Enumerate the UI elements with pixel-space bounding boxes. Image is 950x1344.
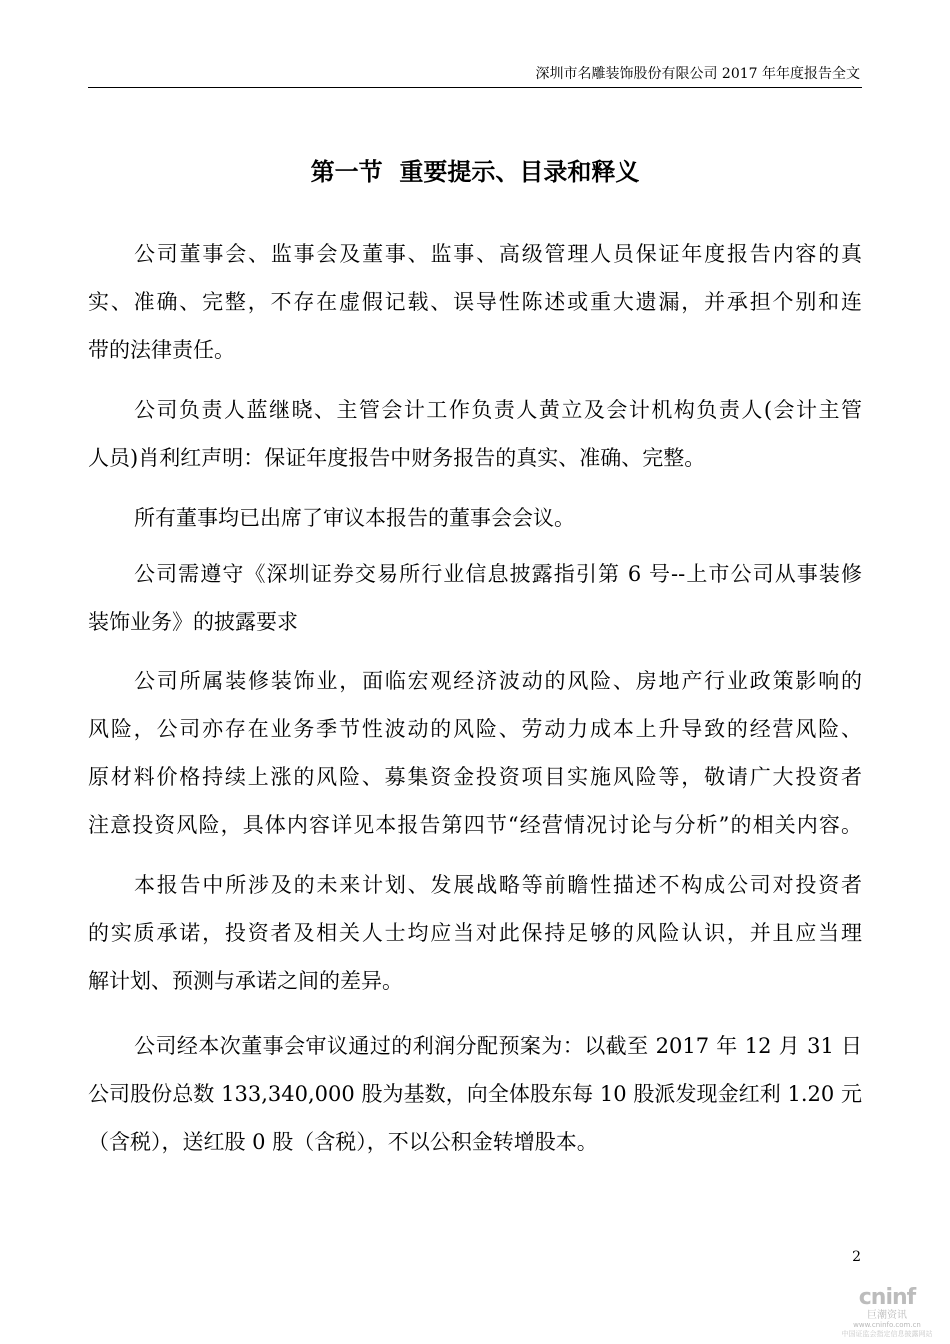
paragraph-line: 公司需遵守《深圳证券交易所行业信息披露指引第 6 号--上市公司从事装修 bbox=[134, 562, 862, 586]
paragraph-line: 风险，公司亦存在业务季节性波动的风险、劳动力成本上升导致的经营风险、 bbox=[88, 717, 862, 741]
paragraph-line: 实、准确、完整，不存在虚假记载、误导性陈述或重大遗漏，并承担个别和连 bbox=[88, 290, 862, 314]
paragraph-forward-looking bbox=[88, 867, 862, 1000]
paragraph-line: 的实质承诺，投资者及相关人士均应当对此保持足够的风险认识，并且应当理 bbox=[88, 921, 862, 945]
page-number: 2 bbox=[852, 1249, 861, 1265]
paragraph-line: 所有董事均已出席了审议本报告的董事会会议。 bbox=[134, 506, 575, 530]
paragraph-officer-declaration bbox=[88, 392, 862, 477]
section-title: 第一节 重要提示、目录和释义 bbox=[310, 158, 640, 186]
paragraph-line: 带的法律责任。 bbox=[88, 338, 235, 362]
cninfo-logo: cninf bbox=[858, 1285, 916, 1310]
paragraph-line: 本报告中所涉及的未来计划、发展战略等前瞻性描述不构成公司对投资者 bbox=[134, 873, 862, 897]
paragraph-line: 解计划、预测与承诺之间的差异。 bbox=[88, 969, 403, 993]
cninfo-tagline: 中国证监会指定信息披露网站 bbox=[841, 1330, 933, 1338]
paragraph-line: 公司所属装修装饰业，面临宏观经济波动的风险、房地产行业政策影响的 bbox=[134, 669, 862, 693]
paragraph-risk-warning bbox=[88, 663, 862, 844]
header-divider bbox=[88, 87, 862, 88]
paragraph-line: 公司经本次董事会审议通过的利润分配预案为：以截至 2017 年 12 月 31 日 bbox=[134, 1034, 862, 1058]
paragraph-line: 原材料价格持续上涨的风险、募集资金投资项目实施风险等，敬请广大投资者 bbox=[88, 765, 862, 789]
paragraph-line: 公司股份总数 133,340,000 股为基数，向全体股东每 10 股派发现金红利 1.20 元 bbox=[88, 1082, 862, 1106]
paragraph-line: （含税），送红股 0 股（含税），不以公积金转增股本。 bbox=[88, 1130, 598, 1154]
paragraph-board-attendance bbox=[88, 500, 862, 537]
paragraph-line: 人员)肖利红声明：保证年度报告中财务报告的真实、准确、完整。 bbox=[88, 446, 706, 470]
cninfo-url: www.cninfo.com.cn bbox=[853, 1321, 921, 1329]
paragraph-responsibility-statement bbox=[88, 236, 862, 369]
cninfo-watermark bbox=[840, 1286, 934, 1339]
running-header: 深圳市名雕装饰股份有限公司 2017 年年度报告全文 bbox=[535, 66, 860, 82]
paragraph-profit-distribution bbox=[88, 1028, 862, 1161]
cninfo-brand-label: 巨潮资讯 bbox=[867, 1310, 907, 1321]
paragraph-line: 装饰业务》的披露要求 bbox=[88, 610, 298, 634]
paragraph-line: 公司负责人蓝继晓、主管会计工作负责人黄立及会计机构负责人(会计主管 bbox=[134, 398, 862, 422]
paragraph-disclosure-guideline bbox=[88, 556, 862, 641]
paragraph-line: 公司董事会、监事会及董事、监事、高级管理人员保证年度报告内容的真 bbox=[134, 242, 862, 266]
paragraph-line: 注意投资风险，具体内容详见本报告第四节“经营情况讨论与分析”的相关内容。 bbox=[88, 813, 862, 837]
